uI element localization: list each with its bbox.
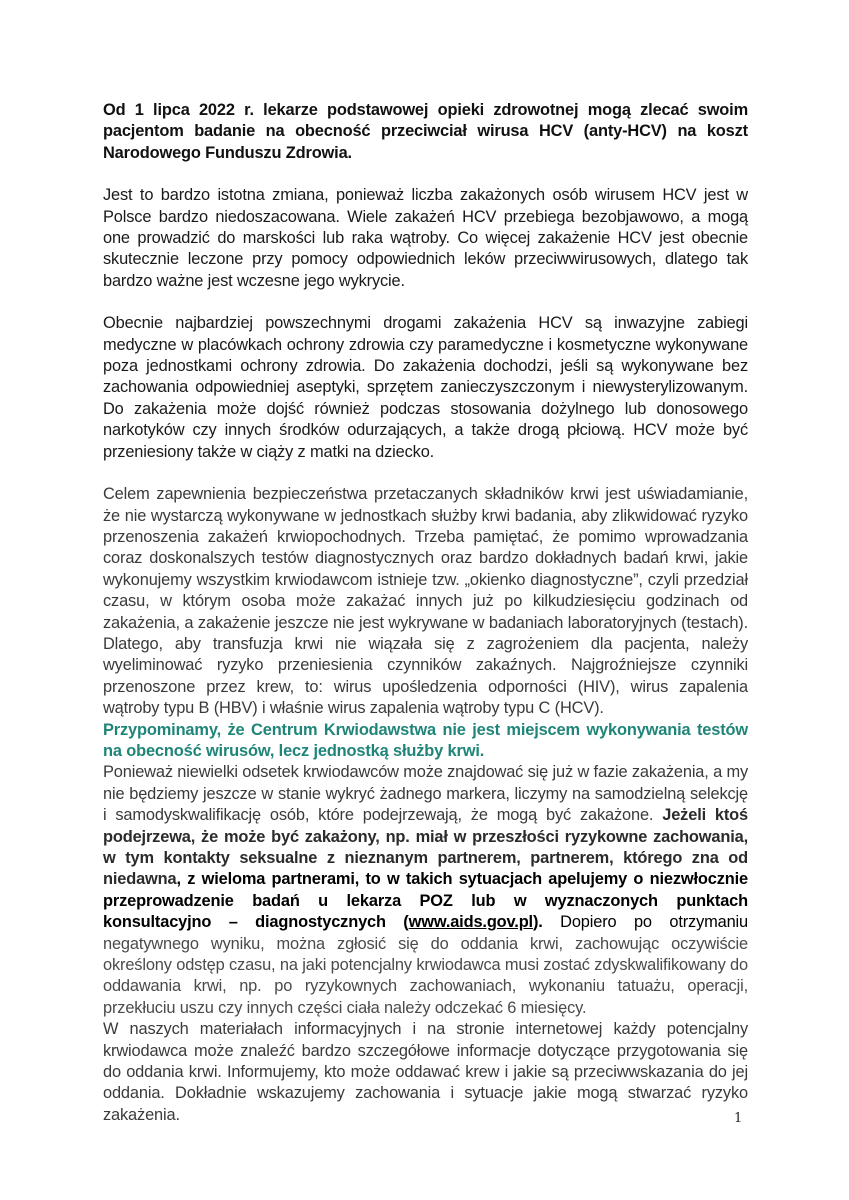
highlight-reminder: Przypominamy, że Centrum Krwiodawstwa nie jest miejscem wykonywania testów na obecność wirusów, lecz jednostką służby krwi. [103, 720, 748, 760]
aids-gov-link[interactable]: www.aids.gov.pl [408, 913, 533, 932]
paragraph-blood-safety: Celem zapewnienia bezpieczeństwa przetaczanych składników krwi jest uświadamianie, że nie wystarczą wykonywane w jednostkach służby krwi badania, aby zlikwidować ryzyko przenoszenia zakażeń krwiopochodnych. Trzeba pamiętać, że pomimo wprowadzania coraz doskonalszych testów diagnostycznych oraz bardzo dokładnych badań krwi, jakie wykonujemy wszystkim krwiodawcom istnieje tzw. „okienko diagnostyczne”, czyli przedział czasu, w którym osoba może zakażać innych już po kilkudziesięciu godzinach od zakażenia, a zakażenie jeszcze nie jest wykrywane w badaniach laboratoryjnych (testach). Dlatego, aby transfuzja krwi nie wiązała się z zagrożeniem dla pacjenta, należy wyeliminować ryzyko przeniesienia czynników zakaźnych. Najgroźniejsze czynniki przenoszone przez krew, to: wirus upośledzenia odporności (HIV), wirus zapalenia wątroby typu B (HBV) i właśnie wirus zapalenia wątroby typu C (HCV). [103, 485, 748, 718]
risk-warning-bold-3: ). [532, 913, 543, 932]
paragraph-hcv-importance: Jest to bardzo istotna zmiana, ponieważ liczba zakażonych osób wirusem HCV jest w Polsce bardzo niedoszacowana. Wiele zakażeń HCV przebiega bezobjawowo, a mogą one prowadzić do marskości lub raka wątroby. Co więcej zakażenie HCV jest obecnie skutecznie leczone przy pomocy odpowiednich leków przeciwwirusowych, dlatego tak bardzo ważne jest wczesne jego wykrycie. [103, 186, 748, 290]
negative-result-lead: Dopiero po otrzymaniu [560, 913, 749, 932]
document-page [103, 100, 748, 1126]
paragraph-information-materials: W naszych materiałach informacyjnych i na stronie internetowej każdy potencjalny krwiodawca może znaleźć bardzo szczegółowe informacje dotyczące przygotowania się do oddania krwi. Informujemy, kto może oddawać krew i jakie są przeciwwskazania do jej oddania. Dokładnie wskazujemy zachowania i sytuacje jakie mogą stwarzać ryzyko zakażenia. [103, 1020, 748, 1124]
paragraph-self-selection [103, 762, 748, 1019]
self-selection-intro: Ponieważ niewielki odsetek krwiodawców może znajdować się już w fazie zakażenia, a my nie będziemy jeszcze w stanie wykryć żadnego markera, liczymy na samodzielną selekcję i samodyskwalifikację osób, które podejrzewają, że mogą być zakażone. [103, 763, 748, 825]
negative-result-text: negatywnego wyniku, można zgłosić się do oddania krwi, zachowując oczywiście określony odstęp czasu, na jaki potencjalny krwiodawca musi zostać zdyskwalifikowany do oddawania krwi, np. po ryzykownych zachowaniach, wykonaniu tatuażu, operacji, przekłuciu uszu czy innych części ciała należy odczekać 6 miesięcy. [103, 934, 748, 1017]
page-number: 1 [734, 1111, 743, 1126]
risk-warning-bold-2: , z wieloma partnerami, to w takich sytuacjach apelujemy o niezwłocznie przeprowadzenie badań u lekarza POZ lub w wyznaczonych punktach konsultacyjno – diagnostycznych ( [103, 870, 748, 932]
lead-paragraph: Od 1 lipca 2022 r. lekarze podstawowej opieki zdrowotnej mogą zlecać swoim pacjentom badanie na obecność przeciwciał wirusa HCV (anty-HCV) na koszt Narodowego Funduszu Zdrowia. [103, 101, 748, 162]
paragraph-transmission-routes: Obecnie najbardziej powszechnymi drogami zakażenia HCV są inwazyjne zabiegi medyczne w placówkach ochrony zdrowia czy paramedyczne i kosmetyczne wykonywane poza jednostkami ochrony zdrowia. Do zakażenia dochodzi, jeśli są wykonywane bez zachowania odpowiedniej aseptyki, sprzętem zanieczyszczonym i niewysterylizowanym. Do zakażenia może dojść również podczas stosowania dożylnego lub donosowego narkotyków czy innych środków odurzających, a także drogą płciową. HCV może być przeniesiony także w ciąży z matki na dziecko. [103, 314, 748, 461]
risk-warning-bold-1: Jeżeli ktoś podejrzewa, że może być zakażony, np. miał w przeszłości ryzykowne zachowania, w tym kontakty seksualne z nieznanym partnerem, partnerem, którego zna od niedawna [103, 806, 748, 889]
